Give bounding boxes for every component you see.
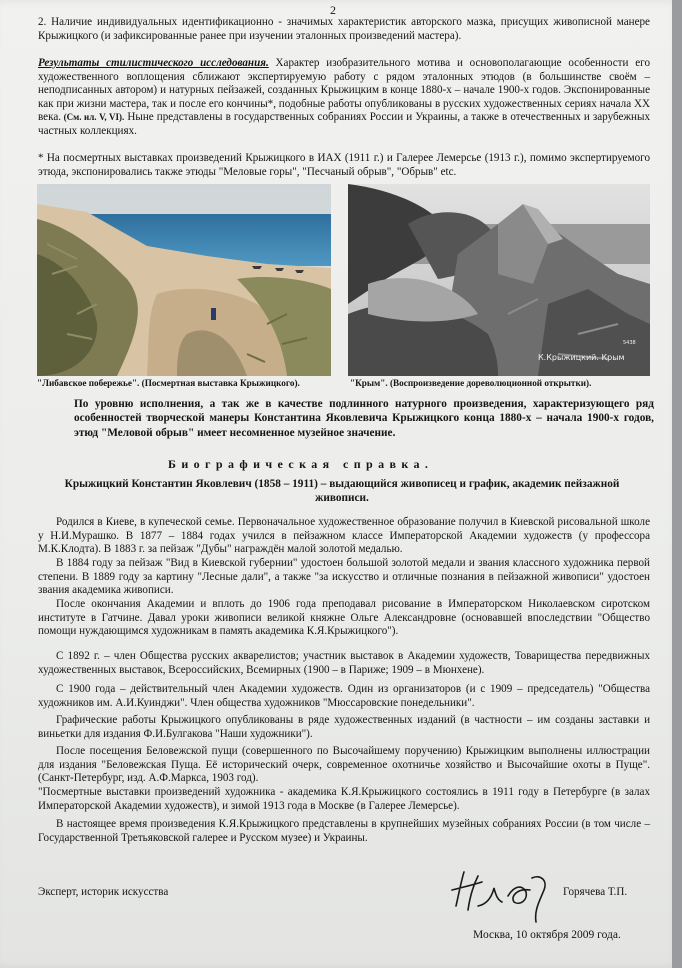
results-illustration-ref: (См. ил. V, VI). — [61, 112, 125, 123]
results-paragraph — [38, 57, 650, 139]
photo-crimea-postcard — [348, 184, 650, 376]
point-2-paragraph: 2. Наличие индивидуальных идентификационно - значимых характеристик авторского мазка, присущих живописной манере Крыжицкого (и зафиксированные ранее при изучении эталонных произведений мастера). — [38, 16, 650, 42]
page-edge-shadow — [672, 0, 682, 968]
footnote: * На посмертных выставках произведений Крыжицкого в ИАХ (1911 г.) и Галерее Лемерсье (1913 г.), помимо экспертируемого этюда, экспонировались также этюды "Меловые горы", "Песчаный обрыв", "Обрыв" etc. — [38, 152, 650, 178]
results-tail: Ныне представлены в государственных собраниях России и Украины, а также в отечественных и зарубежных частных коллекциях. — [38, 111, 650, 137]
signature-image — [448, 866, 558, 928]
bio-paragraph-8: "Посмертные выставки произведений художника - академика К.Я.Крыжицкого состоялись в 1911 году в Петербурге (в залах Императорской Академии художеств), и зимой 1913 года в Москве (в Галерее Лемерсье). — [38, 786, 650, 812]
conclusion-paragraph: По уровню исполнения, а так же в качестве подлинного натурного произведения, характеризующего ряд особенностей творческой манеры Константина Яковлевича Крыжицкого конца 1880-х – начала 1900-х годов, этюд "Меловой обрыв" имеет несомненное музейное значение. — [74, 398, 654, 439]
page-number: 2 — [330, 3, 336, 17]
photo-right-caption: "Крым". (Воспроизведение дореволюционной открытки). — [350, 378, 592, 388]
bio-paragraph-4: С 1892 г. – член Общества русских акварелистов; участник выставок в Академии художеств, Товарищества передвижных художественных выставок, Всероссийских, Всемирных (1900 – в Париже; 1909 – в Мюнхене). — [38, 650, 650, 676]
bio-paragraph-2: В 1884 году за пейзаж "Вид в Киевской губернии" удостоен большой золотой медали и звания классного художника первой степени. В 1889 году за картину "Лесные дали", а также "за искусство и отличные познания в пейзажной живописи" удостоен звания академика живописи. — [38, 557, 650, 597]
bio-paragraph-3: После окончания Академии и вплоть до 1906 года преподавал рисование в Императорском Николаевском сиротском институте в Гатчине. Давал уроки живописи великой княжне Ольге Александровне (основавшей впоследствии "Общество помощи нуждающимся художникам в память академика К.Я.Крыжицкого"). — [38, 598, 650, 638]
bio-paragraph-6: Графические работы Крыжицкого опубликованы в ряде художественных изданий (в частности – им созданы заставки и виньетки для издания Ф.И.Булгакова "Наши художники"). — [38, 714, 650, 740]
results-heading: Результаты стилистического исследования. — [38, 57, 269, 69]
photo-crimea-image — [348, 184, 650, 376]
bio-paragraph-7: После посещения Беловежской пущи (совершенного по Высочайшему поручению) Крыжицким выполнены иллюстрации для издания "Беловежская Пуща. Её исторический очерк, современное охотничье хозяйство и Высочайшие охоты в Пуще". (Санкт-Петербург, изд. А.Ф.Маркса, 1903 год). — [38, 745, 650, 785]
svg-text:5438: 5438 — [623, 340, 636, 346]
bio-paragraph-5: С 1900 года – действительный член Академии художеств. Один из организаторов (и с 1909 – председатель) "Общества художников им. А.И.Куинджи". Член общества художников "Мюссаровские понедельники". — [38, 683, 650, 709]
results-text: Характер изобразительного мотива и основополагающие особенности его художественного воплощения сближают экспертируемую работу с рядом эталонных этюдов (в большинстве своём – неподписанных автором) и натурных пейзажей, созданных Крыжицким в конце 1880-х – начале 1900-х годов. Экспонированные как при жизни мастера, так и после его кончины*, подобные работы опубликованы в русских художественных сериях начала XX века. — [38, 57, 650, 124]
photo-libau-coast-image — [37, 184, 331, 376]
photo-crimea-inscription: К.Крыжицкий. Крым — [538, 353, 625, 362]
bio-paragraph-1: Родился в Киеве, в купеческой семье. Первоначальное художественное образование получил в Киевской рисовальной школе у Н.И.Мурашко. В 1877 – 1884 годах учился в пейзажном классе Императорской Академии художеств (у профессора М.К.Клодта). В 1883 г. за пейзаж "Дубы" награждён малой золотой медалью. — [38, 516, 650, 556]
photo-libau-coast — [37, 184, 331, 376]
bio-heading: Биографическая справка. — [168, 457, 434, 471]
expert-label: Эксперт, историк искусства — [38, 886, 169, 898]
date-line: Москва, 10 октября 2009 года. — [473, 929, 621, 941]
bio-title: Крыжицкий Константин Яковлевич (1858 – 1911) – выдающийся живописец и график, академик пейзажной живописи. — [64, 478, 620, 504]
photo-left-caption: "Либавское побережье". (Посмертная выставка Крыжицкого). — [37, 378, 300, 388]
expert-name: Горячева Т.П. — [563, 886, 628, 898]
bio-paragraph-9: В настоящее время произведения К.Я.Крыжицкого представлены в крупнейших музейных собраниях России (в том числе – Государственной Третьяковской галерее и Русском музее) и Украины. — [38, 818, 650, 844]
